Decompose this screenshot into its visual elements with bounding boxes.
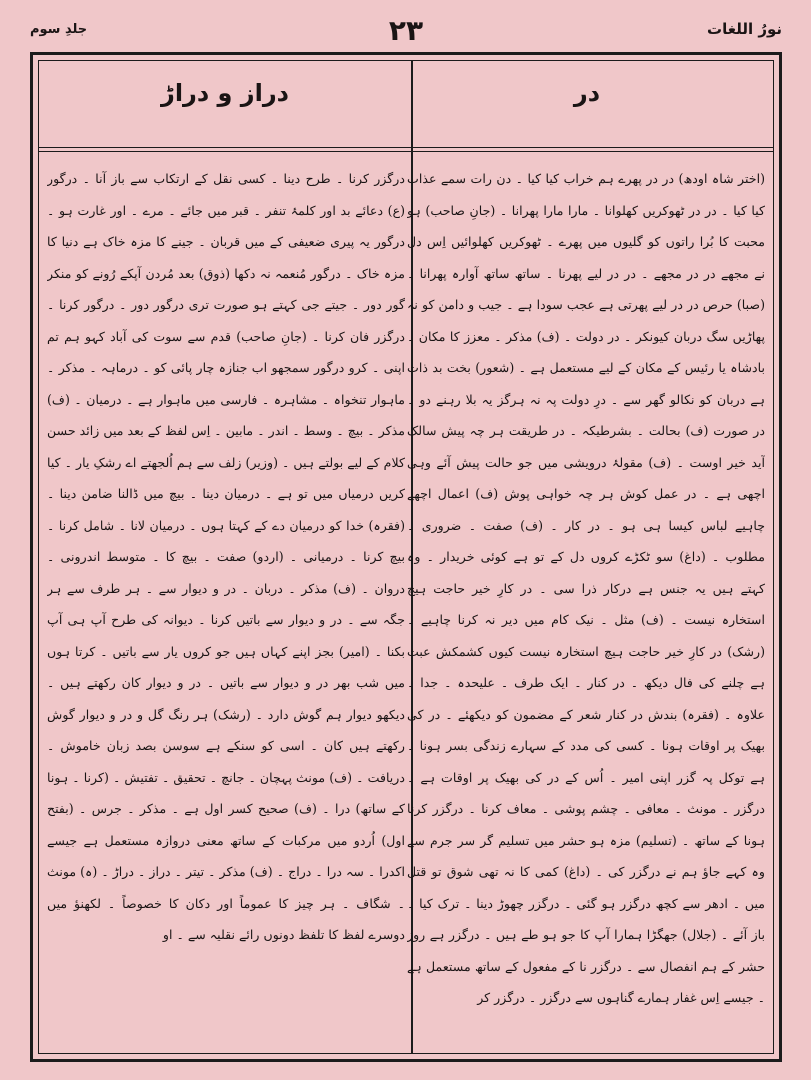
left-column-entries: درگزر کرنا ۔ طرح دینا ۔ کسی نقل کے ارتکاب سے باز آنا ۔ درگور (ع) دعائے بد اور کلمۂ تنفر ۔ قبر میں جائے ۔ مرے ۔ اور غارت ہو ۔ درگور یہ پیری ضعیفی کے میں قربان ۔ جینے کا مزہ خاک ہے دنیا کا مزہ خاک ۔ درگور مُنعمہ نہ دکھا (ذوق) بعد مُردن آپکے رُونے کو منکر گور دور ۔ جیتے جی کہتے ہو صورت تری درگور دور ۔ درگور کرنا ۔ درگزر فان کرنا ۔ (جانِ صاحب) قدم سے سوت کی آباد کہو ہم تم اپنی ۔ کرو درگور سمجھو اب جنازہ چار پائی کو ۔ درماہہ ۔ مذکر ۔ ماہوار تنخواہ ۔ مشاہرہ ۔ فارسی میں ماہوار ہے ۔ درمیان ۔ (ف) مذکر ۔ بیچ ۔ وسط ۔ اندر ۔ مابین ۔ اِس لفظ کے بعد میں زائد حسن کلام کے لیے بولتے ہیں ۔ (وزیر) زلف سے ہم اُلجھتے اے رشکِ یار ۔ کیا کریں درمیاں میں تو ہے ۔ درمیان دینا ۔ بیچ میں ڈالنا ضامن دینا ۔ (فقرہ) خدا کو درمیان دے کے کہتا ہوں ۔ درمیان لانا ۔ شامل کرنا ۔ بیچ کرنا ۔ درمیانی ۔ (اردو) صفت ۔ بیچ کا ۔ متوسط اندرونی ۔ دروان ۔ (ف) مذکر ۔ دربان ۔ در و دیوار سے ۔ ہر طرف سے ہر جگہ سے ۔ در و دیوار سے باتیں کرنا ۔ دیوانہ کی طرح آپ ہی آپ بکنا ۔ (امیر) بجز اپنے کہاں ہیں جو کروں یار سے باتیں ۔ کرتا ہوں میں شب بھر در و دیوار سے باتیں ۔ در و دیوار کان رکھتے ہیں ۔ دیکھو دیوار ہم گوش دارد ۔ (رشک) ہر رنگ گل و در و دیوار گوش رکھتے ہیں کان ۔ اسی کو سنکے ہے سوسن بصد زبان خاموش ۔ دریافت ۔ (ف) مونث پہچان ۔ جانچ ۔ تحقیق ۔ تفتیش ۔ (کرنا ۔ ہونا کے ساتھ) درا ۔ (ف) صحیح کسر اول ہے ۔ مذکر ۔ جرس ۔ (بفتح اول) اُردو میں مرکبات کے ساتھ معنی دروازہ مستعمل ہے جیسے اکدرا ۔ سہ درا ۔ دراج ۔ (ف) مذکر ۔ تیتر ۔ دراز ۔ دراڑ ۔ (ہ) مونث ۔ شگاف ۔ ہر چیز کا عموماً اور دکان کا خصوصاً ۔ لکھنؤ میں دوسرے لفظ کا تلفظ دونوں رائے نقلیہ سے ۔ او bbox=[47, 171, 405, 942]
page-frame-inner bbox=[38, 60, 774, 1054]
dictionary-title: نورُ اللغات bbox=[707, 20, 782, 38]
volume-label: جلدِ سوم bbox=[30, 22, 88, 37]
right-column-heading: در bbox=[573, 79, 601, 107]
header-rule-double bbox=[39, 151, 773, 152]
left-column-heading: دراز و دراڑ bbox=[161, 79, 289, 107]
left-column-text bbox=[47, 163, 405, 1041]
page-frame bbox=[30, 52, 782, 1062]
right-column-text bbox=[407, 163, 765, 1041]
right-column-entries: (اختر شاہ اودھ) در در پھرے ہم خراب کیا کیا ۔ دن رات سمے عذاب کیا کیا ۔ در در ٹھوکریں کھلوانا ۔ مارا مارا پھرانا ۔ (جانِ صاحب) ہو محبت کا بُرا راتوں کو گلیوں میں پھرے ۔ ٹھوکریں کھلوائیں اِس دل نے مجھے در در مجھے ۔ در در لیے پھرنا ۔ ساتھ ساتھ آوارہ پھرانا ۔ (صبا) حرص در در لیے پھرتی ہے عجب سودا ہے ۔ جیب و دامن کو نہ پھاڑیں سگ دربان کیونکر ۔ در دولت ۔ (ف) مذکر ۔ معزز کا مکان ۔ بادشاہ یا رئیس کے مکان کے لیے مستعمل ہے ۔ (شعور) بخت بد ذات ہے دربان کو نکالو گھر سے ۔ درِ دولت پہ نہ ہرگز یہ بلا رہنے دو ۔ در صورت (ف) بحالت ۔ بشرطیکہ ۔ در طریقت ہر چہ پیش سالک آید خیر اوست ۔ (ف) مقولۂ درویشی میں جو حالت پیش آئے وہی اچھی ہے ۔ در عمل کوش ہر چہ خواہی پوش (ف) اعمال اچھے چاہیے لباس کیسا ہی ہو ۔ در کار ۔ (ف) صفت ۔ ضروری ۔ مطلوب ۔ (داغ) سو ٹکڑے کروں دل کے تو ہے کوئی خریدار ۔ وہ کہتے ہیں یہ جنس ہے درکار ذرا سی ۔ در کارِ خیر حاجت ہیچ استخارہ نیست ۔ (ف) مثل ۔ نیک کام میں دیر نہ کرنا چاہیے ۔ (رشک) در کارِ خیر حاجت ہیچ استخارہ نیست کیوں کشمکش عبث ہے چلنے کی فال دیکھ ۔ در کنار ۔ ایک طرف ۔ علیحدہ ۔ جدا ۔ علاوہ ۔ (فقرہ) بندش در کنار شعر کے مضمون کو دیکھئے ۔ در کی بھیک پر اوقات ہونا ۔ کسی کی مدد کے سہارے زندگی بسر ہونا ۔ ہے توکل پہ گزر اپنی امیر ۔ اُس کے در کی بھیک پر اوقات ہے ۔ درگزر ۔ مونث ۔ معافی ۔ چشم پوشی ۔ معاف کرنا ۔ درگزر کرنا ہونا کے ساتھ ۔ (تسلیم) مزہ ہو حشر میں تسلیم گر سر جرم سے وہ کہے جاؤ ہم نے درگزر کی ۔ (داغ) کمی کا نہ تھی شوق تو قتل میں ۔ ادھر سے کچھ درگزر ہو گئی ۔ درگزر چھوڑ دینا ۔ ترک کیا ۔ باز آئے ۔ (جلال) جھگڑا ہمارا آپ کا جو ہو طے ہیں ۔ درگزر ہے روز حشر کے ہم انفصال سے ۔ درگزر نا کے مفعول کے ساتھ مستعمل ہے ۔ جیسے اِس غفار ہمارے گناہوں سے درگزر ۔ درگزر کر bbox=[407, 171, 765, 1005]
header-rule bbox=[39, 147, 773, 148]
running-head bbox=[30, 14, 782, 50]
page-number: ۲۳ bbox=[388, 14, 424, 47]
